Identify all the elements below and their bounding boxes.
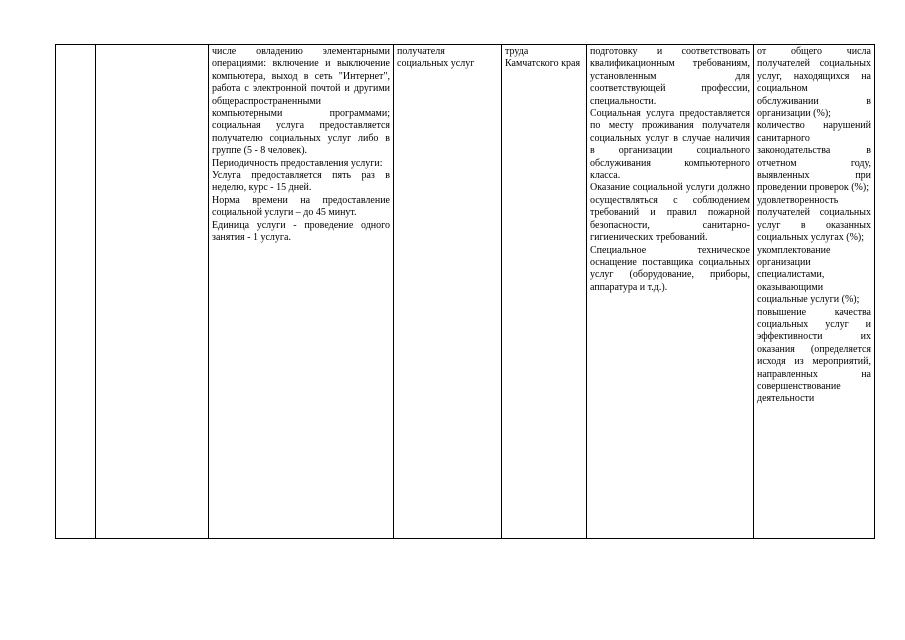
indicator-paragraph: повышение качества социальных услуг и эффективности их оказания (определяется исходя из мероприятий, направленных на совершенствование деятельности	[757, 306, 871, 405]
conditions-paragraph: подготовку и соответствовать квалификационным требованиям, установленным для соответствующей профессии, специальности.	[590, 46, 750, 107]
indicator-paragraph: удовлетворенность получателей социальных услуг в оказанных социальных услугах (%);	[757, 194, 871, 244]
description-paragraph: числе овладению элементарными операциями: включение и выключение компьютера, выход в сеть "Интернет", работа с электронной почтой и другими общераспространенными компьютерными программами; социальная услуга предоставляется получателю социальных услуг либо в группе (5 - 8 человек).	[212, 46, 390, 157]
conditions-paragraph: Оказание социальной услуги должно осуществляться с соблюдением требований и правил пожарной безопасности, санитарно-гигиенических требований.	[590, 182, 750, 244]
indicator-paragraph: от общего числа получателей социальных услуг, находящихся на социальном обслуживании в организации (%);	[757, 46, 871, 120]
indicator-paragraph: укомплектование организации специалистами, оказывающими социальные услуги (%);	[757, 244, 860, 306]
description-paragraph: Единица услуги - проведение одного занятия - 1 услуга.	[212, 219, 390, 244]
cell-recipient: получателя социальных услуг	[394, 45, 502, 539]
cell-quality-indicators	[754, 45, 875, 539]
cell-conditions	[587, 45, 754, 539]
services-table	[55, 44, 875, 539]
indicator-paragraph: количество нарушений санитарного законодательства в отчетном году, выявленных при проведении проверок (%);	[757, 120, 871, 194]
description-paragraph: Норма времени на предоставление социальной услуги – до 45 минут.	[212, 194, 390, 219]
table-row	[56, 45, 875, 539]
description-paragraph: Услуга предоставляется пять раз в неделю, курс - 15 дней.	[212, 170, 390, 194]
conditions-paragraph: Специальное техническое оснащение поставщика социальных услуг (оборудование, приборы, аппаратура и т.д.).	[590, 244, 750, 293]
cell-number	[56, 45, 96, 539]
description-paragraph: Периодичность предоставления услуги:	[212, 157, 383, 169]
cell-service-name	[96, 45, 209, 539]
conditions-paragraph: Социальная услуга предоставляется по месту проживания получателя социальных услуг в случае наличия в организации социального обслуживания компьютерного класса.	[590, 108, 750, 182]
cell-legal-basis: труда Камчатского края	[502, 45, 587, 539]
cell-service-description	[209, 45, 394, 539]
